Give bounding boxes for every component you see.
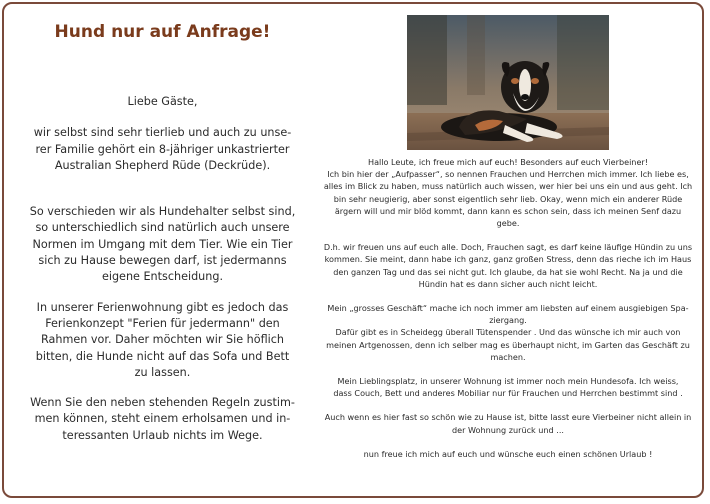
text-line: so unterschiedlich sind natürlich auch unsere	[35, 221, 290, 235]
text-line: Mein Lieblingsplatz, in unserer Wohnung ist immer noch mein Hundesofa. Ich weiss,	[337, 376, 679, 387]
text-line: Auch wenn es hier fast so schön wie zu Hause ist, bitte lasst eure Vierbeiner nicht allein in	[324, 412, 692, 423]
text-line: ziergang.	[489, 315, 527, 326]
text-line: ärgern will und mir blöd kommt, dann kann es schon sein, dass ich meinen Senf dazu	[334, 205, 682, 216]
text-line: meinen Artgenossen, denn ich selber mag es überhaupt nicht, im Garten das Geschäft zu	[326, 339, 690, 350]
paragraph-farewell	[322, 448, 694, 460]
text-line: bin sehr neugierig, aber sonst eigentlich sehr lieb. Okay, wenn mich ein anderer Rüde	[333, 193, 683, 204]
text-line: Rahmen vor. Daher möchten wir Sie höflich	[41, 333, 284, 347]
text-line: der Wohnung zurück und ...	[452, 424, 564, 435]
paragraph-walks	[322, 302, 694, 363]
text-line: wir selbst sind sehr tierlieb und auch zu unse-	[33, 126, 292, 140]
dog-photo	[407, 15, 609, 150]
text-line: bitten, die Hunde nicht auf das Sofa und Bett	[35, 349, 290, 363]
text-line: machen.	[490, 351, 526, 362]
text-line: men können, steht einem erholsamen und in-	[34, 412, 291, 426]
text-line: Wenn Sie den neben stehenden Regeln zustim-	[30, 396, 295, 410]
paragraph-family-dog	[20, 125, 305, 174]
paragraph-female-dogs	[322, 241, 694, 290]
text-line: So verschieden wir als Hundehalter selbst sind,	[29, 205, 296, 219]
page-title: Hund nur auf Anfrage!	[54, 22, 271, 42]
text-line: Dafür gibt es in Scheidegg überall Tütenspender . Und das wünsche ich mir auch von	[335, 327, 681, 338]
text-line: Mein „grosses Geschäft“ mache ich noch immer am liebsten auf einem ausgiebigen Spa-	[327, 303, 689, 314]
paragraph-furniture	[322, 375, 694, 399]
text-line: eigene Entscheidung.	[101, 270, 224, 284]
text-line: rer Familie gehört ein 8-jähriger unkastrierter	[35, 142, 290, 156]
text-line: nun freue ich mich auf euch und wünsche euch einen schönen Urlaub !	[363, 448, 653, 459]
text-line: Hallo Leute, ich freue mich auf euch! Besonders auf euch Vierbeiner!	[367, 157, 648, 167]
dog-photo-image	[407, 15, 609, 150]
text-line: zu lassen.	[134, 365, 191, 379]
text-line: alles im Blick zu haben, muss natürlich auch wissen, wer hier bei uns ein und aus geht. Ich	[323, 181, 693, 192]
right-column	[322, 156, 694, 460]
paragraph-greeting	[322, 156, 694, 229]
text-line: Ferienkonzept "Ferien für jedermann" den	[45, 316, 280, 330]
text-line: gebe.	[496, 218, 520, 229]
text-line: D.h. wir freuen uns auf euch alle. Doch, Frauchen sagt, es darf keine läufige Hündin zu uns	[323, 242, 693, 253]
text-line: Normen im Umgang mit dem Tier. Wie ein Tier	[32, 237, 293, 251]
paragraph-holiday-concept	[20, 300, 305, 381]
text-line: den ganzen Tag und das sei nicht gut. Ich glaube, da hat sie wohl Recht. Na ja und die	[333, 266, 683, 277]
greeting: Liebe Gäste,	[127, 95, 198, 108]
text-line: teressanten Urlaub nichts im Wege.	[62, 428, 263, 442]
text-line: Hündin hat es dann sicher auch nicht leicht.	[418, 278, 598, 289]
paragraph-alone	[322, 411, 694, 435]
left-column	[20, 18, 305, 444]
text-line: In unserer Ferienwohnung gibt es jedoch das	[36, 300, 289, 314]
text-line: dass Couch, Bett und anderes Mobiliar nur für Frauchen und Herrchen bestimmt sind .	[333, 388, 683, 399]
paragraph-closing	[20, 395, 305, 444]
paragraph-norms	[20, 204, 305, 285]
text-line: sich zu Hause bewegen darf, ist jedermanns	[38, 254, 287, 268]
text-line: kommen. Sie meint, dann habe ich ganz, ganz großen Stress, denn das rieche ich im Haus	[324, 254, 692, 265]
text-line: Ich bin hier der „Aufpasser“, so nennen Frauchen und Herrchen mich immer. Ich liebe es,	[327, 169, 689, 180]
text-line: Australian Shepherd Rüde (Deckrüde).	[54, 158, 271, 172]
